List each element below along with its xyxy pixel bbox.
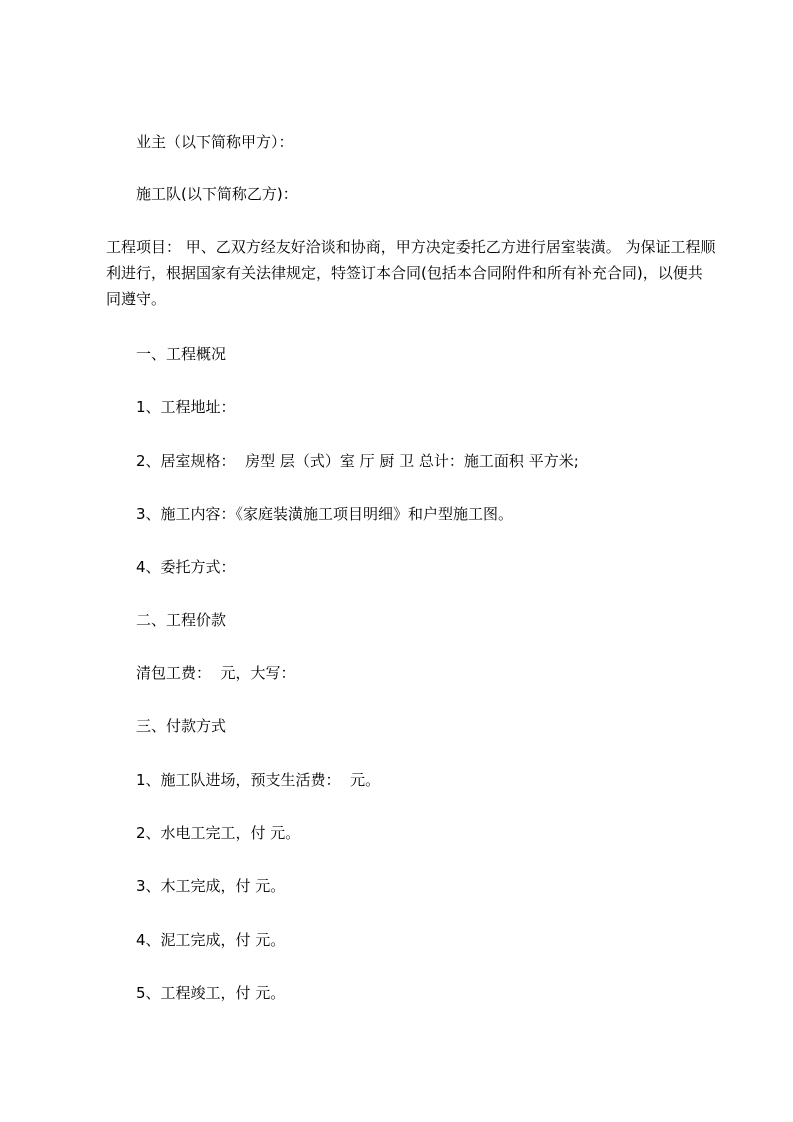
section-3-title: 三、付款方式 [136,717,227,735]
party-a-line: 业主（以下简称甲方）： [136,133,294,151]
section-3-item-3: 3、木工完成，付 元。 [136,877,286,895]
section-1-title: 一、工程概况 [136,345,227,363]
section-1-item-2: 2、居室规格： 房型 层（式）室 厅 厨 卫 总计：施工面积 平方米; [136,452,579,470]
party-b-line: 施工队(以下简称乙方)： [136,185,298,203]
section-3-item-4: 4、泥工完成，付 元。 [136,931,286,949]
section-3-item-1: 1、施工队进场，预支生活费： 元。 [136,771,381,789]
section-3-item-2: 2、水电工完工，付 元。 [136,824,301,842]
section-3-item-5: 5、工程竣工，付 元。 [136,984,286,1002]
intro-paragraph: 工程项目： 甲、乙双方经友好洽谈和协商，甲方决定委托乙方进行居室装潢。 为保证工程顺利进行，根据国家有关法律规定，特签订本合同(包括本合同附件和所有补充合同)，以便共同遵守。 [106,238,716,308]
section-2-item-1: 清包工费： 元，大写： [136,664,296,682]
section-1-item-4: 4、委托方式： [136,558,236,576]
section-2-title: 二、工程价款 [136,611,227,629]
section-1-item-3: 3、施工内容：《家庭装潢施工项目明细》和户型施工图。 [136,505,514,523]
section-1-item-1: 1、工程地址： [136,398,236,416]
